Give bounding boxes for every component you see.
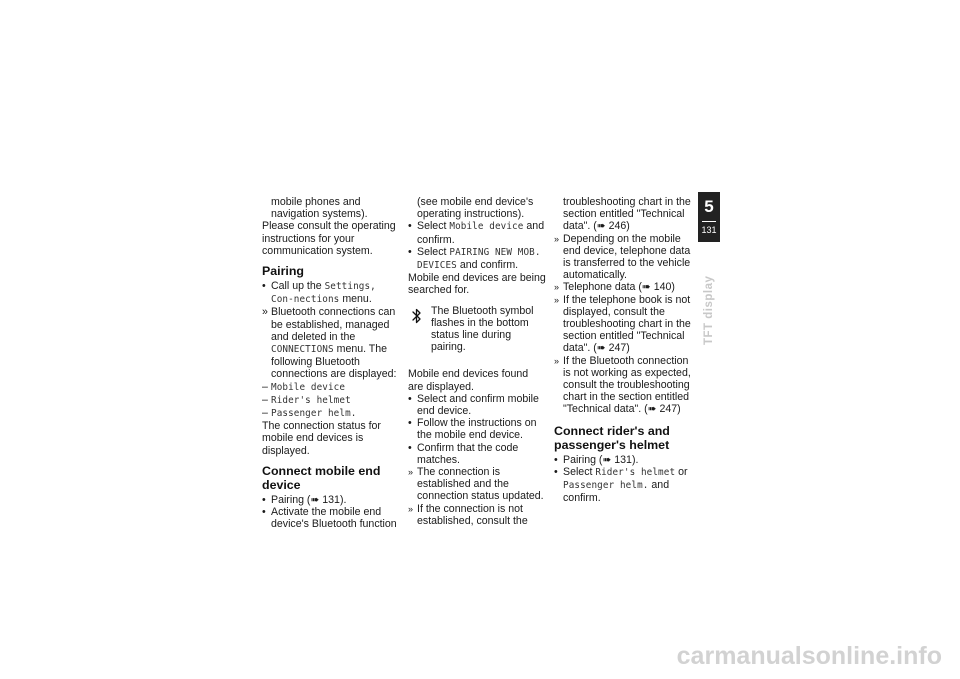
list-item: » If the Bluetooth connection is not working as expected, consult the troubleshooting chart in the section entitled "Technical data". (➠ 247) bbox=[554, 354, 691, 416]
list-item bbox=[554, 281, 692, 293]
result-marker: » bbox=[408, 503, 414, 514]
chapter-tab bbox=[698, 192, 720, 242]
bullet-marker: • bbox=[408, 441, 412, 454]
dash-marker: – bbox=[262, 380, 268, 393]
column-1 bbox=[262, 196, 400, 530]
dash-item: – Passenger helm. bbox=[262, 407, 357, 420]
list-item: • Confirm that the code matches. bbox=[408, 441, 519, 466]
page-number: 131 bbox=[701, 225, 717, 235]
watermark: carmanualsonline.info bbox=[676, 642, 942, 670]
bullet-marker: • bbox=[554, 465, 558, 478]
list-item: • Follow the instructions on the mobile end device. bbox=[408, 417, 537, 442]
column-2 bbox=[408, 196, 546, 527]
list-item: • Select and confirm mobile end device. bbox=[408, 392, 539, 418]
page-reference-link[interactable]: Pairing (➠ 131). bbox=[563, 453, 639, 466]
list-item: » Bluetooth connections can be established, managed and deleted in the CONNECTIONS menu. The following Bluetooth connections are displayed: bbox=[262, 306, 397, 381]
result-marker: » bbox=[554, 233, 560, 244]
result-marker: » bbox=[554, 294, 560, 305]
list-item: • Select Rider's helmet or Passenger helm. and confirm. bbox=[554, 465, 688, 505]
list-item: » If the telephone book is not displayed, consult the troubleshooting chart in the section entitled "Technical data". (➠ 247) bbox=[554, 293, 691, 355]
tab-divider bbox=[702, 221, 716, 222]
heading-pairing: Pairing bbox=[262, 264, 304, 279]
list-item: • Select Mobile device and confirm. bbox=[408, 220, 545, 246]
bullet-marker: • bbox=[262, 493, 266, 506]
page-reference-link[interactable]: Pairing (➠ 131). bbox=[271, 493, 347, 506]
result-marker: » bbox=[554, 355, 560, 366]
list-item: » The connection is established and the connection status updated. bbox=[408, 466, 544, 503]
menu-path: Settings, Con-nections bbox=[271, 281, 376, 306]
bullet-marker: • bbox=[554, 453, 558, 466]
text-continuation: troubleshooting chart in the section entitled "Technical data". (➠ 246) bbox=[563, 196, 691, 233]
paragraph: Please consult the operating instructions for your communication system. bbox=[262, 220, 396, 257]
section-side-title: TFT display bbox=[703, 275, 715, 345]
bullet-marker: • bbox=[408, 392, 412, 405]
list-item bbox=[262, 494, 400, 506]
list-item: • Call up the Settings, Con-nections menu. bbox=[262, 280, 376, 306]
column-3 bbox=[554, 196, 692, 504]
note-text: The Bluetooth symbol flashes in the bottom status line during pairing. bbox=[431, 304, 534, 354]
dash-item: – Rider's helmet bbox=[262, 393, 351, 406]
list-item: • Activate the mobile end device's Bluetooth function bbox=[262, 506, 397, 531]
dash-marker: – bbox=[262, 393, 268, 406]
bullet-marker: • bbox=[408, 417, 412, 430]
result-marker: » bbox=[408, 467, 414, 478]
bullet-marker: • bbox=[408, 220, 412, 233]
result-marker: » bbox=[262, 306, 268, 319]
dash-marker: – bbox=[262, 407, 268, 420]
result-marker: » bbox=[554, 282, 560, 293]
bluetooth-icon bbox=[408, 305, 425, 327]
list-item bbox=[554, 454, 692, 466]
paragraph: The connection status for mobile end devices is displayed. bbox=[262, 420, 381, 457]
note-block bbox=[408, 305, 546, 354]
page-reference-link[interactable]: Telephone data (➠ 140) bbox=[563, 281, 675, 294]
heading-connect-device: Connect mobile end device bbox=[262, 463, 381, 492]
bullet-marker: • bbox=[262, 280, 266, 293]
menu-name: CONNECTIONS bbox=[271, 344, 334, 356]
paragraph: Mobile end devices are being searched for. bbox=[408, 272, 546, 297]
bullet-marker: • bbox=[408, 245, 412, 258]
dash-item: – Mobile device bbox=[262, 380, 346, 393]
list-item: » Depending on the mobile end device, telephone data is transferred to the vehicle automatically. bbox=[554, 232, 691, 282]
list-item: » If the connection is not established, consult the bbox=[408, 502, 528, 527]
heading-connect-helmet: Connect rider's and passenger's helmet bbox=[554, 423, 670, 452]
text-continuation: (see mobile end device's operating instructions). bbox=[417, 196, 534, 221]
chapter-number: 5 bbox=[704, 197, 714, 216]
list-item: • Select PAIRING NEW MOB. DEVICES and confirm. bbox=[408, 245, 541, 272]
text-continuation: mobile phones and navigation systems). bbox=[271, 196, 368, 221]
paragraph: Mobile end devices found are displayed. bbox=[408, 368, 529, 393]
bullet-marker: • bbox=[262, 506, 266, 519]
